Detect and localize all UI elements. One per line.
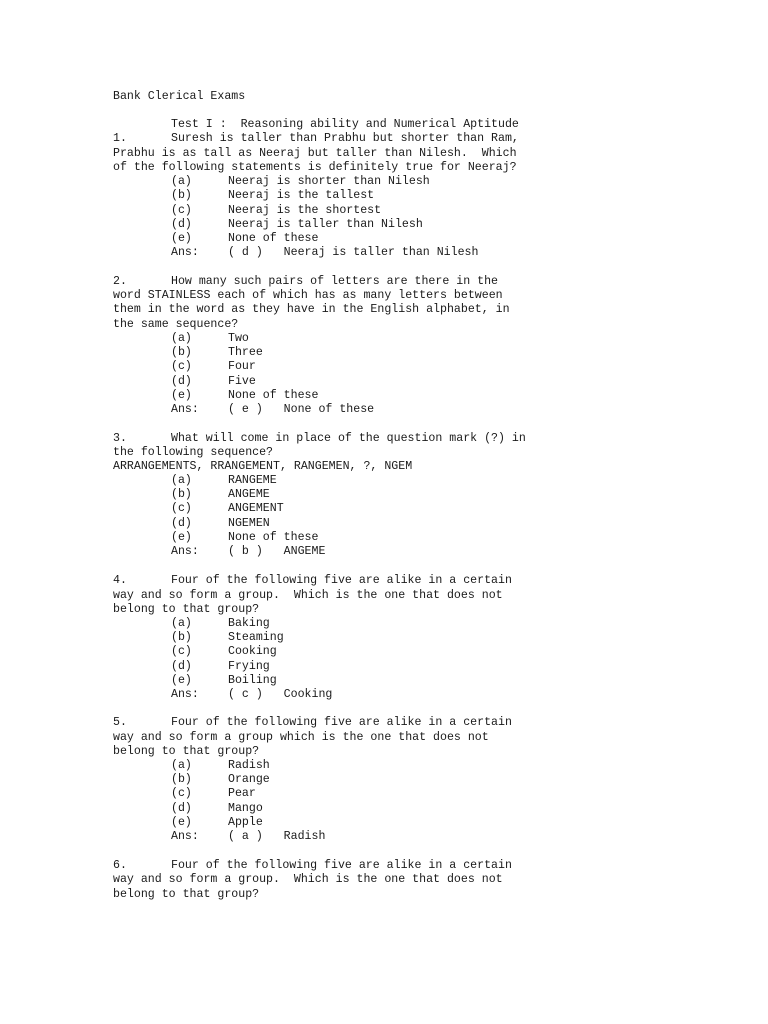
question-text-line: word STAINLESS each of which has as many letters between: [113, 289, 503, 302]
answer-label: Ans:: [171, 688, 199, 701]
option-key: (b): [171, 488, 192, 501]
option-text: Apple: [228, 816, 263, 829]
option-text: Neeraj is the shortest: [228, 204, 382, 217]
option-text: Neeraj is shorter than Nilesh: [228, 175, 430, 188]
option-key: (c): [171, 787, 192, 800]
question-text-line: way and so form a group which is the one that does not: [113, 731, 489, 744]
document-header: Bank Clerical Exams: [113, 90, 246, 103]
test-title: Test I : Reasoning ability and Numerical Aptitude: [171, 118, 519, 131]
question-text-line: belong to that group?: [113, 745, 260, 758]
question-number: 6.: [113, 859, 127, 872]
option-key: (a): [171, 617, 192, 630]
question-text-line: way and so form a group. Which is the one that does not: [113, 589, 503, 602]
option-text: Four: [228, 360, 256, 373]
option-key: (b): [171, 189, 192, 202]
option-key: (d): [171, 218, 192, 231]
option-key: (e): [171, 531, 192, 544]
option-key: (e): [171, 816, 192, 829]
option-key: (d): [171, 660, 192, 673]
option-text: None of these: [228, 531, 319, 544]
question-text-line: Suresh is taller than Prabhu but shorter than Ram,: [171, 132, 519, 145]
question-text-line: What will come in place of the question mark (?) in: [171, 432, 526, 445]
option-key: (c): [171, 645, 192, 658]
answer-text: ( d ) Neeraj is taller than Nilesh: [228, 246, 479, 259]
question-text-line: Prabhu is as tall as Neeraj but taller than Nilesh. Which: [113, 147, 517, 160]
option-text: Frying: [228, 660, 270, 673]
option-text: Five: [228, 375, 256, 388]
option-text: None of these: [228, 389, 319, 402]
option-key: (e): [171, 389, 192, 402]
question-text-line: ARRANGEMENTS, RRANGEMENT, RANGEMEN, ?, NGEM: [113, 460, 413, 473]
option-text: Radish: [228, 759, 270, 772]
question-number: 5.: [113, 716, 127, 729]
option-key: (e): [171, 232, 192, 245]
option-key: (b): [171, 631, 192, 644]
question-text-line: of the following statements is definitely true for Neeraj?: [113, 161, 517, 174]
question-text-line: How many such pairs of letters are there in the: [171, 275, 498, 288]
option-key: (a): [171, 332, 192, 345]
option-key: (d): [171, 802, 192, 815]
option-text: Pear: [228, 787, 256, 800]
option-text: Mango: [228, 802, 263, 815]
answer-label: Ans:: [171, 403, 199, 416]
answer-label: Ans:: [171, 545, 199, 558]
question-number: 2.: [113, 275, 127, 288]
option-text: Two: [228, 332, 249, 345]
question-text-line: Four of the following five are alike in a certain: [171, 574, 512, 587]
option-key: (c): [171, 360, 192, 373]
option-key: (d): [171, 517, 192, 530]
option-text: Three: [228, 346, 263, 359]
option-text: Neeraj is taller than Nilesh: [228, 218, 423, 231]
question-text-line: Four of the following five are alike in a certain: [171, 716, 512, 729]
question-text-line: belong to that group?: [113, 603, 260, 616]
question-text-line: belong to that group?: [113, 888, 260, 901]
question-text-line: the same sequence?: [113, 318, 239, 331]
answer-text: ( b ) ANGEME: [228, 545, 326, 558]
option-text: ANGEME: [228, 488, 270, 501]
answer-text: ( e ) None of these: [228, 403, 375, 416]
answer-text: ( c ) Cooking: [228, 688, 333, 701]
option-key: (a): [171, 175, 192, 188]
option-key: (a): [171, 759, 192, 772]
option-key: (b): [171, 346, 192, 359]
option-text: Orange: [228, 773, 270, 786]
option-key: (c): [171, 502, 192, 515]
answer-text: ( a ) Radish: [228, 830, 326, 843]
question-text-line: them in the word as they have in the English alphabet, in: [113, 303, 510, 316]
option-text: Steaming: [228, 631, 284, 644]
option-text: NGEMEN: [228, 517, 270, 530]
option-text: Cooking: [228, 645, 277, 658]
option-text: None of these: [228, 232, 319, 245]
question-text-line: way and so form a group. Which is the one that does not: [113, 873, 503, 886]
option-key: (d): [171, 375, 192, 388]
option-key: (b): [171, 773, 192, 786]
option-text: Boiling: [228, 674, 277, 687]
question-number: 4.: [113, 574, 127, 587]
question-text-line: Four of the following five are alike in a certain: [171, 859, 512, 872]
question-number: 1.: [113, 132, 127, 145]
option-text: RANGEME: [228, 474, 277, 487]
option-key: (e): [171, 674, 192, 687]
answer-label: Ans:: [171, 246, 199, 259]
option-text: ANGEMENT: [228, 502, 284, 515]
question-text-line: the following sequence?: [113, 446, 274, 459]
option-text: Neeraj is the tallest: [228, 189, 375, 202]
question-number: 3.: [113, 432, 127, 445]
option-key: (a): [171, 474, 192, 487]
option-key: (c): [171, 204, 192, 217]
option-text: Baking: [228, 617, 270, 630]
answer-label: Ans:: [171, 830, 199, 843]
